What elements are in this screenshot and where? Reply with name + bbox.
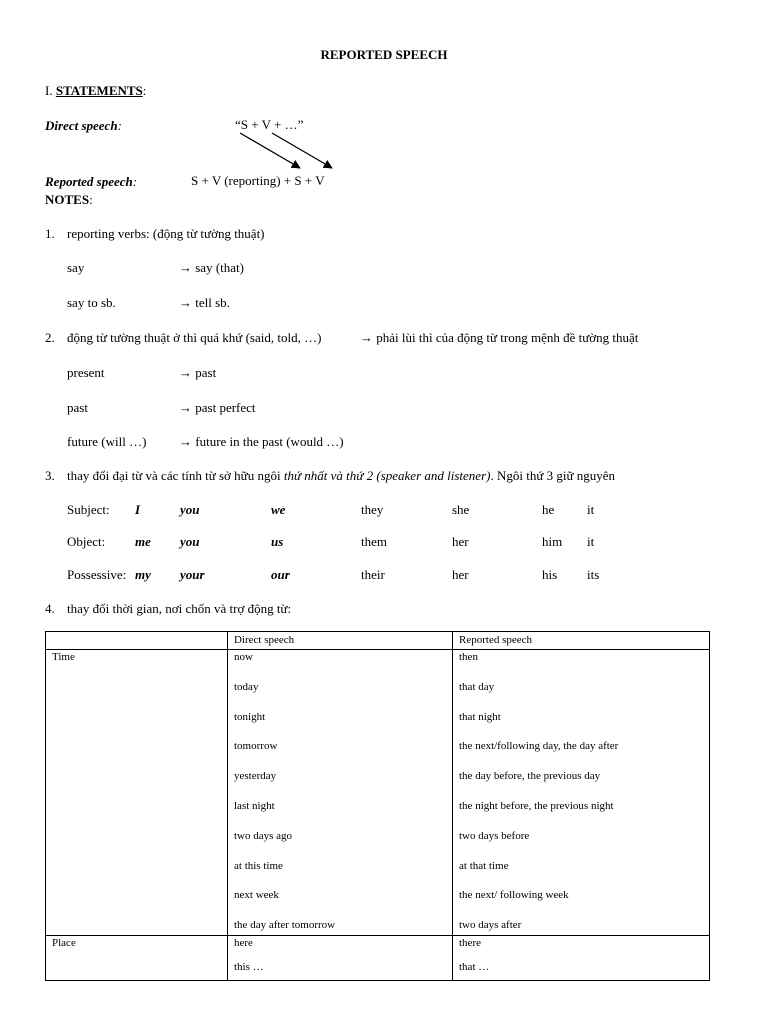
pronoun-second: you xyxy=(180,534,200,549)
note4-number: 4. xyxy=(45,601,55,616)
pronoun-fifth: she xyxy=(452,502,470,517)
note1-row-from: say to sb. xyxy=(67,295,116,310)
list-item: the next/ following week xyxy=(459,889,569,902)
list-item: there xyxy=(459,937,481,949)
pronoun-row-label: Subject: xyxy=(67,502,110,517)
pronoun-third: us xyxy=(271,534,284,549)
list-item: the day before, the previous day xyxy=(459,770,601,783)
pronoun-sixth: him xyxy=(542,534,563,549)
note1-text: reporting verbs: (động từ tường thuật) xyxy=(67,226,265,241)
note1-row-to: → say (that) xyxy=(179,260,244,275)
note2-row-to: → future in the past (would …) xyxy=(179,434,344,449)
list-item: the next/following day, the day after xyxy=(459,740,619,753)
list-item: that day xyxy=(459,680,495,693)
pronoun-seventh: it xyxy=(587,502,595,517)
table-header-cell: Reported speech xyxy=(453,632,710,650)
notes-label: NOTES: xyxy=(45,192,93,207)
list-item: at that time xyxy=(459,859,509,872)
note1-row-to: → tell sb. xyxy=(179,295,230,310)
section-colon: : xyxy=(142,83,147,98)
list-item: the day after tomorrow xyxy=(234,919,336,932)
list-item: two days after xyxy=(459,919,522,932)
section-label: STATEMENTS xyxy=(55,83,143,98)
table-row-place xyxy=(46,936,710,981)
reported-speech-label: Reported speech: xyxy=(45,174,138,189)
note3-number: 3. xyxy=(45,468,55,483)
pronoun-third: our xyxy=(271,567,290,582)
pronoun-second: you xyxy=(180,502,200,517)
place-reported-cell xyxy=(453,936,710,981)
table-row-time xyxy=(46,650,710,936)
list-item: next week xyxy=(234,889,279,902)
list-item: tomorrow xyxy=(234,740,278,753)
note2-row-from: future (will …) xyxy=(67,434,147,449)
note2-text: động từ tường thuật ở thì quá khứ (said, told, …) xyxy=(67,330,322,345)
table-header-row xyxy=(46,632,710,650)
list-item: two days before xyxy=(459,829,530,842)
pronoun-third: we xyxy=(271,502,286,517)
table-header-cell xyxy=(46,632,228,650)
note1-row-from: say xyxy=(67,260,85,275)
page-title: REPORTED SPEECH xyxy=(320,47,448,62)
note2-row-from: present xyxy=(67,365,105,380)
time-direct-cell xyxy=(228,650,453,936)
pronoun-fourth: them xyxy=(361,534,387,549)
list-item: today xyxy=(234,680,259,693)
table-header-cell: Direct speech xyxy=(228,632,453,650)
arrow-right xyxy=(272,133,332,168)
note2-row-to: → past xyxy=(179,365,217,380)
list-item: at this time xyxy=(234,859,283,872)
note3-text: thay đổi đại từ và các tính từ sở hữu ngôi thứ nhất và thứ 2 (speaker and listener). Ngôi thứ 3 giữ nguyên xyxy=(67,468,616,483)
direct-speech-label: Direct speech: xyxy=(45,118,122,133)
note2-number: 2. xyxy=(45,330,55,345)
pronoun-fifth: her xyxy=(452,534,469,549)
note4-text: thay đổi thời gian, nơi chốn và trợ động từ: xyxy=(67,601,292,616)
list-item: that … xyxy=(459,961,490,973)
note1-number: 1. xyxy=(45,226,55,241)
pronoun-row-label: Possessive: xyxy=(67,567,127,582)
list-item: this … xyxy=(234,961,264,973)
pronoun-row-label: Object: xyxy=(67,534,106,549)
list-item: two days ago xyxy=(234,829,293,842)
pronoun-fourth: their xyxy=(361,567,385,582)
arrow-left xyxy=(240,133,300,168)
list-item: yesterday xyxy=(234,770,277,783)
direct-speech-formula: “S + V + …” xyxy=(235,117,304,132)
pronoun-second: your xyxy=(180,567,205,582)
list-item: now xyxy=(234,651,253,663)
time-reported-cell xyxy=(453,650,710,936)
list-item: then xyxy=(459,651,478,663)
note2-row-from: past xyxy=(67,400,88,415)
list-item: last night xyxy=(234,799,275,812)
pronoun-seventh: it xyxy=(587,534,595,549)
section-number: I. xyxy=(45,83,53,98)
row-label-place: Place xyxy=(46,936,228,981)
list-item: here xyxy=(234,937,253,949)
row-label-time: Time xyxy=(46,650,228,936)
place-direct-cell xyxy=(228,936,453,981)
pronoun-first: me xyxy=(135,534,151,549)
list-item: tonight xyxy=(234,710,266,723)
pronoun-fourth: they xyxy=(361,502,384,517)
list-item: that night xyxy=(459,710,501,723)
pronoun-sixth: he xyxy=(542,502,555,517)
reported-speech-formula: S + V (reporting) + S + V xyxy=(191,173,325,188)
time-place-table xyxy=(45,631,710,981)
pronoun-fifth: her xyxy=(452,567,469,582)
pronoun-first: I xyxy=(135,502,141,517)
pronoun-first: my xyxy=(135,567,151,582)
arrow-diagram xyxy=(0,0,768,200)
note2-arrow-text: → phải lùi thì của động từ trong mệnh đề tường thuật xyxy=(360,330,639,345)
pronoun-seventh: its xyxy=(587,567,600,582)
list-item: the night before, the previous night xyxy=(459,799,614,812)
pronoun-sixth: his xyxy=(542,567,558,582)
note2-row-to: → past perfect xyxy=(179,400,256,415)
